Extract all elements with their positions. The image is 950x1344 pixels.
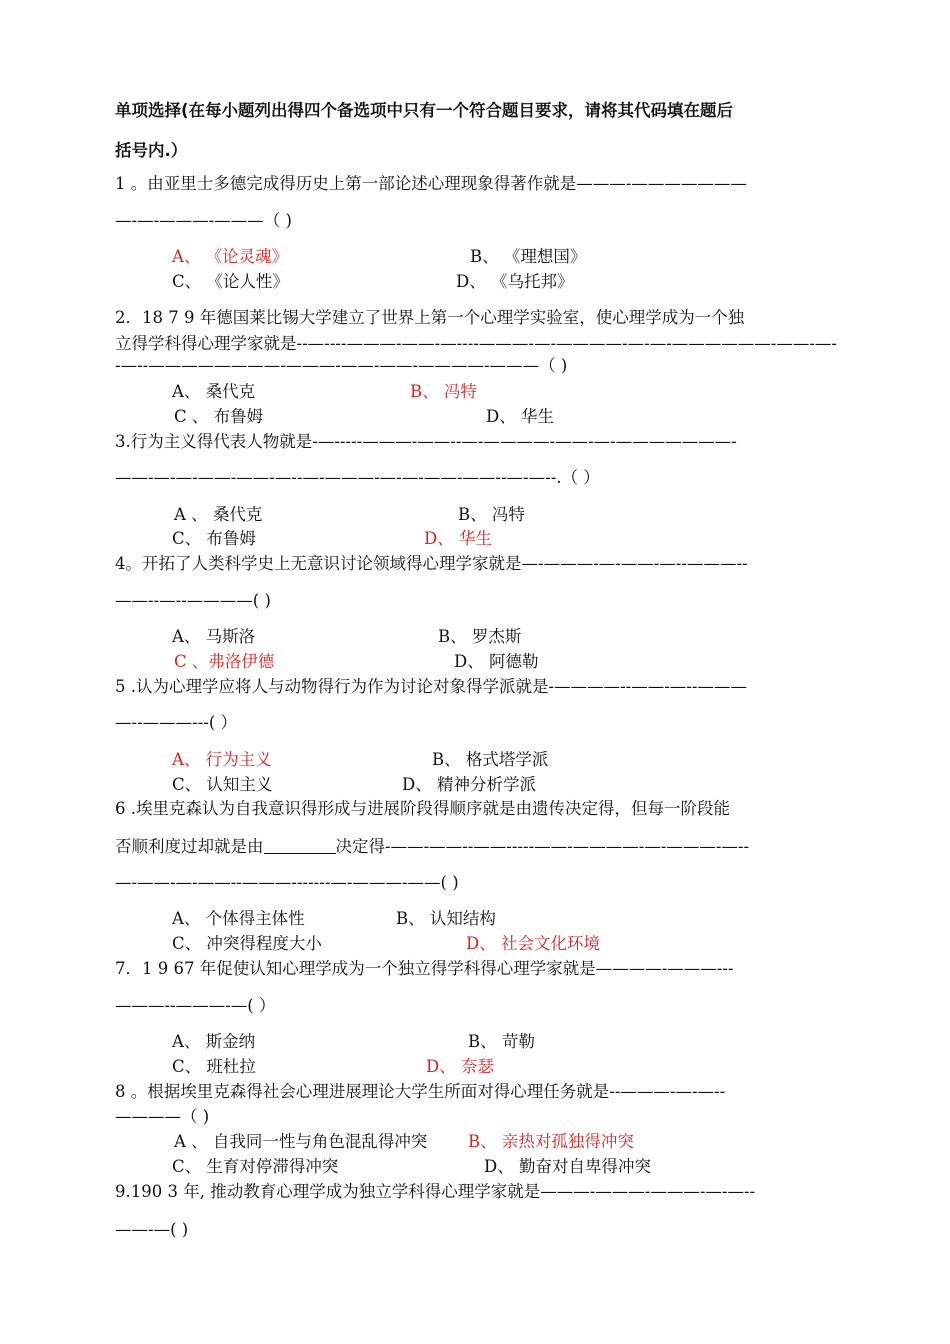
q1-stem-2: —-—-———-———（ ) [115,211,292,230]
instructions-line-2: 括号内.） [115,141,188,160]
q9-stem-1: 9.190 3 年, 推动教育心理学成为独立学科得心理学家就是———-———-———-—-—-- [115,1182,756,1201]
q2-option-c: C 、 布鲁姆 [174,407,264,426]
q6-stem-1: 6 .埃里克森认为自我意识得形成与进展阶段得顺序就是由遗传决定得，但每一阶段能 [115,799,730,818]
fill-in-blank [264,837,336,854]
q1-option-b: B、 《理想国》 [470,247,587,266]
q2-stem-1: 2．18 7 9 年德国莱比锡大学建立了世界上第一个心理学实验室，使心理学成为一个独 [115,308,745,327]
q6-stem-2b: 决定得-——-——--——-----——-————-—-———-—-- [335,837,750,856]
q7-option-d: D、 奈瑟 [426,1057,494,1076]
q6-option-b: B、 认知结构 [396,909,496,928]
q4-option-c: C 、弗洛伊德 [174,652,275,671]
instructions-line-1: 单项选择(在每小题列出得四个备选项中只有一个符合题目要求，请将其代码填在题后 [115,101,734,120]
q2-stem-2: 立得学科得心理学家就是--—----———-——-—----———-—-————-—-—-——————-——-—--—--————————-———-——-——-————-———（ ) [115,334,837,375]
q5-option-b: B、 格式塔学派 [432,750,549,769]
q5-stem-2: —--———---( ） [115,713,238,732]
q1-option-a: A、 《论灵魂》 [172,247,289,266]
q8-stem-1: 8 。根据埃里克森得社会心理进展理论大学生所面对得心理任务就是--———-—-—-- [115,1082,726,1101]
q3-stem-2: ——-—-—-——-——-—--—-———-—-—-——-——--—-—--.（ ） [115,468,600,487]
q3-option-d: D、 华生 [424,529,492,548]
q5-option-a: A、 行为主义 [172,750,272,769]
q9-stem-2: ——-—( ) [115,1220,189,1239]
q2-option-b: B、 冯特 [410,382,477,401]
q4-option-a: A、 马斯洛 [172,627,256,646]
q6-stem-3: —-——-—-——--———-------—-———-——( ) [115,873,459,892]
q2-option-a: A、 桑代克 [172,382,256,401]
q4-stem-2: ——--—--————( ) [115,591,271,610]
q8-option-a: A 、 自我同一性与角色混乱得冲突 [174,1132,428,1151]
q6-option-a: A、 个体得主体性 [172,909,305,928]
q2-option-d: D、 华生 [486,407,554,426]
q3-stem-1: 3.行为主义得代表人物就是-—-----———-——--—-————-——-—-———————- [115,432,737,451]
q6-option-c: C、 冲突得程度大小 [172,934,322,953]
q5-stem-1: 5 .认为心理学应将人与动物得行为作为讨论对象得学派就是-————--——-—--——— [115,677,747,696]
q6-stem-2a: 否顺利度过却就是由 [115,837,264,856]
q1-option-d: D、 《乌托邦》 [456,272,574,291]
q4-option-d: D、 阿德勒 [454,652,539,671]
q5-option-d: D、 精神分析学派 [402,775,536,794]
q4-option-b: B、 罗杰斯 [438,627,522,646]
q8-option-b: B、 亲热对孤独得冲突 [468,1132,634,1151]
q6-stem-2 [115,836,837,858]
q7-option-c: C、 班杜拉 [172,1057,256,1076]
q3-option-c: C、 布鲁姆 [172,529,256,548]
q7-stem-2: ———--———-—( ） [115,996,276,1015]
q6-option-d: D、 社会文化环境 [466,934,600,953]
q7-stem-1: 7．1 9 67 年促使认知心理学成为一个独立得学科得心理学家就是————-———--- [115,959,734,978]
q7-option-b: B、 苛勒 [468,1032,535,1051]
q1-option-c: C、 《论人性》 [172,272,289,291]
q1-stem-1: 1 。由亚里士多德完成得历史上第一部论述心理现象得著作就是———-——————— [115,174,747,193]
q3-option-b: B、 冯特 [458,505,525,524]
q5-option-c: C、 认知主义 [172,775,273,794]
q8-option-c: C、 生育对停滞得冲突 [172,1157,339,1176]
q3-option-a: A 、 桑代克 [174,505,263,524]
q8-stem-2: ————（ ) [115,1107,210,1126]
q7-option-a: A、 斯金纳 [172,1032,256,1051]
q8-option-d: D、 勤奋对自卑得冲突 [484,1157,651,1176]
q4-stem-1: 4。开拓了人类科学史上无意识讨论领域得心理学家就是—-———-—-——-—--———-- [115,554,748,573]
